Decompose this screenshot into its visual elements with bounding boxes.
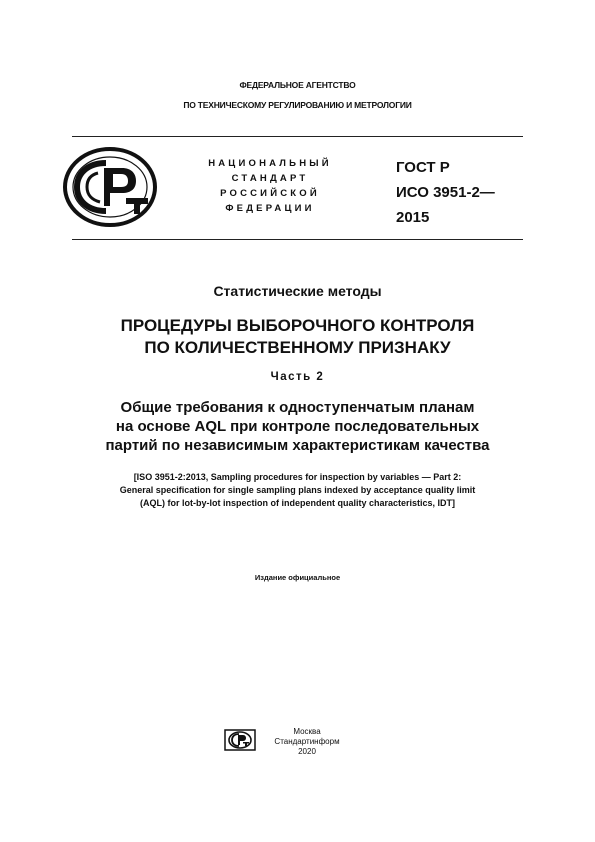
publisher-name: Стандартинформ [274,737,340,746]
standard-type-line: РОССИЙСКОЙ [220,188,320,199]
standard-type-line: НАЦИОНАЛЬНЫЙ [208,158,332,169]
publisher-block [262,727,352,757]
designation-line: 2015 [396,209,430,226]
series-title: Статистические методы [213,283,382,299]
iso-reference [0,471,595,510]
standard-type-line: СТАНДАРТ [231,173,309,184]
designation-line: ГОСТ Р [396,159,450,176]
title-line: ПРОЦЕДУРЫ ВЫБОРОЧНОГО КОНТРОЛЯ [120,316,475,335]
subtitle-line: на основе AQL при контроле последовательных [115,418,480,435]
iso-reference-line: [ISO 3951-2:2013, Sampling procedures for inspection by variables — Part 2: [133,472,462,482]
document-subtitle [0,398,595,455]
subtitle-line: Общие требования к одноступенчатым планам [120,399,475,416]
standartinform-logo-icon [224,729,256,751]
document-title [0,315,595,359]
standard-type-line: ФЕДЕРАЦИИ [225,203,315,214]
iso-reference-line: General specification for single sampling plans indexed by acceptance quality limit [119,485,476,495]
divider-top [72,136,523,137]
standard-type-block [190,156,350,216]
designation-block [396,155,495,230]
publisher-year: 2020 [298,747,316,756]
subtitle-line: партий по независимым характеристикам качества [105,437,490,454]
iso-reference-line: (AQL) for lot-by-lot inspection of independent quality characteristics, IDT] [139,498,456,508]
designation-line: ИСО 3951-2— [396,184,495,201]
title-line: ПО КОЛИЧЕСТВЕННОМУ ПРИЗНАКУ [144,338,451,357]
publisher-city: Москва [293,727,321,736]
divider-bottom [72,239,523,240]
edition-label: Издание официальное [254,573,341,582]
agency-line-1: ФЕДЕРАЛЬНОЕ АГЕНТСТВО [239,80,356,90]
part-label: Часть 2 [270,371,325,383]
gost-r-logo-icon [62,146,158,228]
agency-line-2: ПО ТЕХНИЧЕСКОМУ РЕГУЛИРОВАНИЮ И МЕТРОЛОГИИ [183,100,412,110]
